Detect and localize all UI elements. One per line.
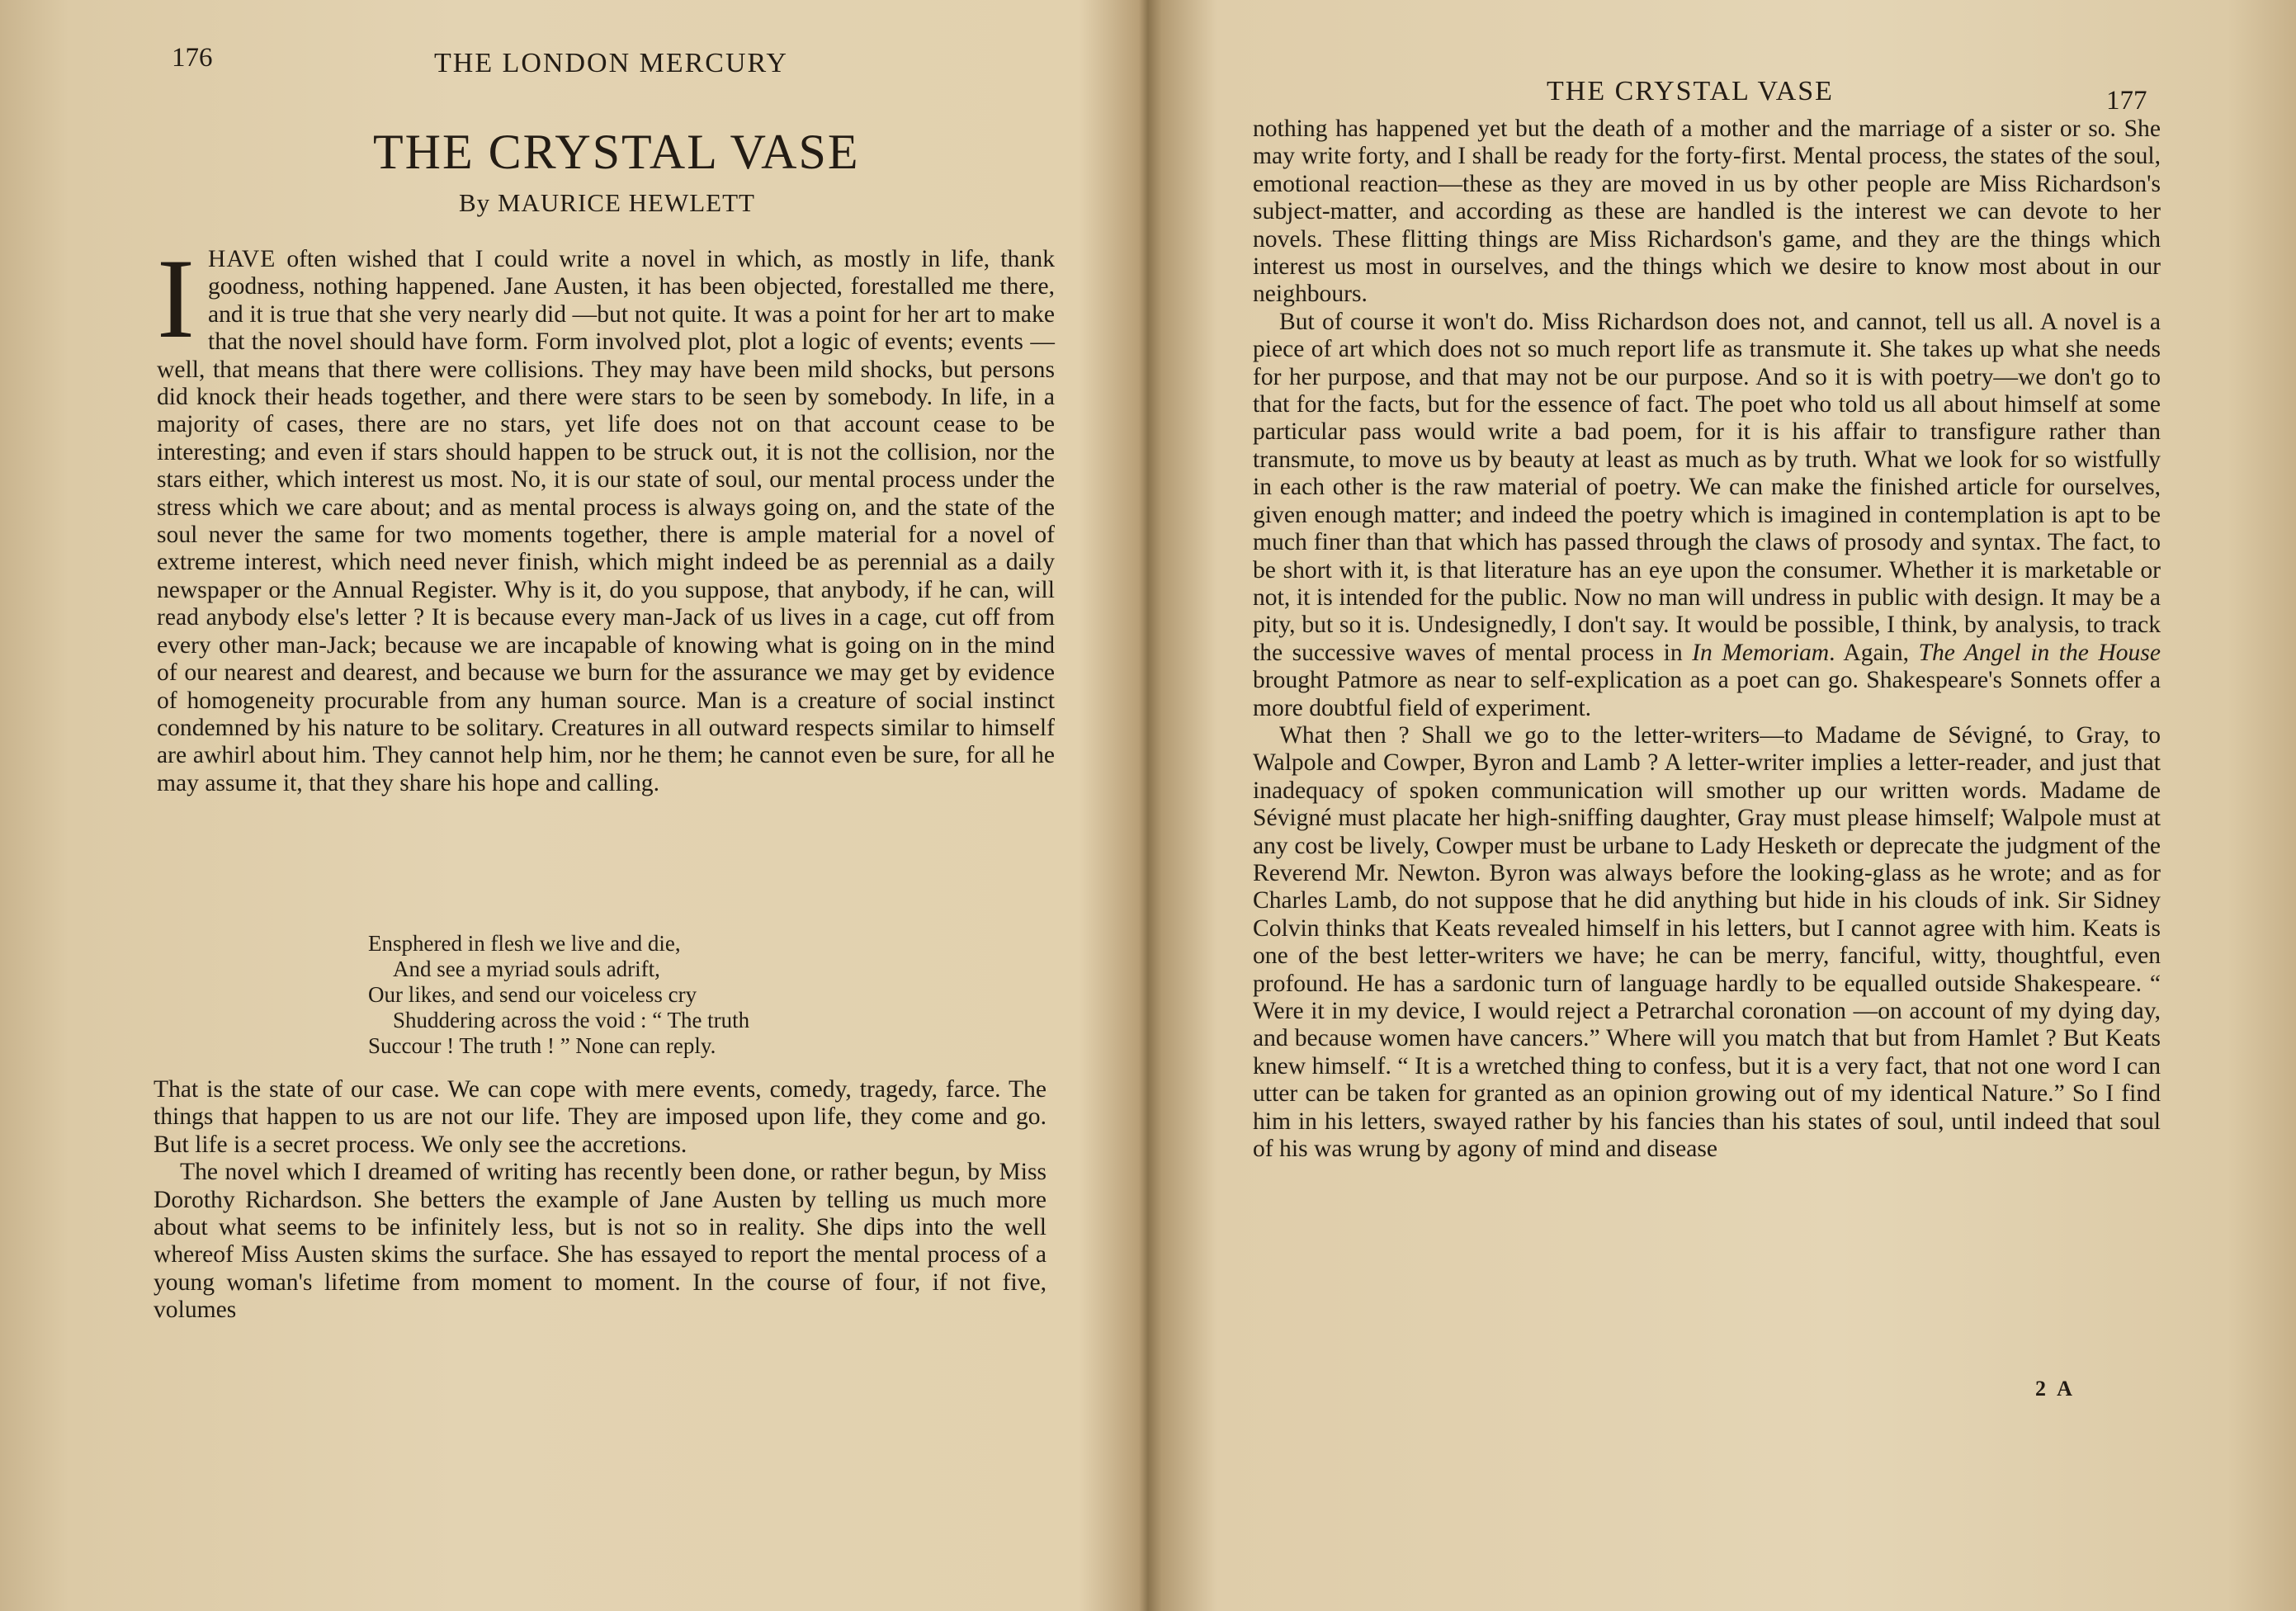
verse-line: Succour ! The truth ! ” None can reply. — [368, 1033, 716, 1058]
page-number: 176 — [172, 43, 213, 73]
verse-line: Our likes, and send our voiceless cry — [368, 982, 697, 1007]
paragraph-text: often wished that I could write a novel in which, as mostly in life, thank goodness, nothing happened. Jane Austen, it has been objected, forestalled me there, and it is true that she very nearly did —but not quite. It was a point for her art to make that the novel should have form. Form involved plot, plot a logic of events; events —well, that means that there were collisions. They may have been mild shocks, but persons did knock their heads together, and there were stars to be seen by somebody. In life, in a majority of cases, there are no stars, yet life does not on that account cease to be interesting; and even if stars should happen to be struck out, it is not the collision, nor the stars either, which interest us most. No, it is our state of soul, our mental process under the stress which we care about; and as mental process is always going on, and the state of the soul never the same for two moments together, there is ample material for a novel of extreme interest, which need never finish, which might indeed be as perennial as a daily newspaper or the Annual Register. Why is it, do you suppose, that anybody, if he can, will read anybody else's letter ? It is because every man-Jack of us lives in a cage, cut off from every other man-Jack; because we are incapable of knowing what is going on in the mind of our nearest and dearest, and because we burn for the assurance we may get by evidence of homogeneity procurable from any human source. Man is a creature of social instinct condemned by his nature to be solitary. Creatures in all outward respects similar to himself are awhirl about him. They cannot help him, nor he them; he cannot even be sure, for all he may assume it, that they share his hope and calling. — [157, 246, 1055, 796]
byline-author: MAURICE HEWLETT — [497, 188, 755, 217]
paragraph-text: What then ? Shall we go to the letter-writers—to Madame de Sévigné, to Gray, to Walpole and Cowper, Byron and Lamb ? A letter-writer implies a letter-reader, and just that inadequacy of spoken communication will smother up our written words. Madame de Sévigné must placate her high-sniffing daughter, Gray must please himself; Walpole must at any cost be lively, Cowper must be urbane to Lady Hesketh or deprecate the judgment of the Reverend Mr. Newton. Byron was always before the looking-glass as he wrote; and as for Charles Lamb, do not suppose that he did anything but hide in his clouds of ink. Sir Sidney Colvin thinks that Keats revealed himself in his letters, but I cannot agree with him. Keats is one of the best letter-writers we have; he can be merry, fanciful, witty, thoughtful, even profound. He has a sardonic turn of language hardly to be equalled outside Shakespeare. “ Were it in my device, I would reject a Petrarchal coronation —on account of my dying day, and because women have cancers.” Where will you match that but from Hamlet ? But Keats knew himself. “ It is a wretched thing to confess, but it is a very fact, that not one word I can utter can be taken for granted as an opinion growing out of my identical Nature.” So I find him in his letters, swayed rather by his fancies than his states of soul, until indeed that soul of his was wrung by agony of mind and disease — [1253, 721, 2161, 1163]
paragraph-text: But of course it won't do. Miss Richardson does not, and cannot, tell us all. A novel is a piece of art which does not so much report life as transmute it. She takes up what she needs for her purpose, and that may not be our purpose. And so it is with poetry—we don't go to that for the facts, but for the essence of fact. The poet who told us all about himself at some particular pass would write a bad poem, for it is his affair to transfigure rather than transmute, to move us by beauty at least as much as by truth. What we look for so wistfully in each other is the raw material of poetry. We can make the finished article for ourselves, given enough matter; and indeed the poetry which is imagined in contemplation is apt to be much finer than that which has passed through the claws of prosody and syntax. The fact, to be short with it, is that literature has an eye upon the consumer. Whether it is marketable or not, it is intended for the public. Now no man will undress in public with design. It may be a pity, but so it is. Undesignedly, I don't say. It would be possible, I think, by analysis, to track the successive waves of mental process in In Memoriam. Again, The Angel in the House brought Patmore as near to self-explication as a poet can go. Shakespeare's Sonnets offer a more doubtful field of experiment. — [1253, 308, 2161, 721]
paragraph-text: That is the state of our case. We can cope with mere events, comedy, tragedy, farce. The things that happen to us are not our life. They are imposed upon life, they come and go. But life is a secret process. We only see the accretions. — [154, 1076, 1046, 1158]
drop-cap: I — [157, 235, 195, 361]
verse-quotation — [368, 931, 749, 1059]
byline — [459, 188, 755, 218]
byline-prefix: By — [459, 188, 491, 217]
running-head: THE CRYSTAL VASE — [1547, 76, 1834, 106]
paragraph-text: The novel which I dreamed of writing has recently been done, or rather begun, by Miss Dorothy Richardson. She betters the example of Jane Austen by telling us much more about what seems to be infinitely less, but is not so in reality. She dips into the well whereof Miss Austen skims the surface. She has essayed to report the mental process of a young woman's lifetime from moment to moment. In the course of four, if not five, volumes — [154, 1159, 1046, 1324]
paragraph-text: nothing has happened yet but the death of a mother and the marriage of a sister or so. She may write forty, and I shall be ready for the forty-first. Mental process, the states of the soul, emotional reaction—these as they are moved in us by other people are Miss Richardson's subject-matter, and according as these are handled is the interest we can devote to her novels. These flitting things are Miss Richardson's game, and they are the things which interest us most in ourselves, and the things which we desire to know most about in our neighbours. — [1253, 116, 2161, 308]
right-page — [1127, 0, 2296, 1611]
closing-paragraphs — [154, 1076, 1046, 1325]
verse-line: And see a myriad souls adrift, — [393, 957, 660, 981]
verse-line: Ensphered in flesh we live and die, — [368, 931, 681, 956]
work-title: The Angel in the House — [1918, 639, 2161, 666]
lead-word: HAVE — [207, 246, 276, 272]
left-page — [0, 0, 1127, 1611]
article-title: THE CRYSTAL VASE — [373, 125, 860, 179]
opening-paragraph — [157, 235, 1055, 797]
verse-line: Shuddering across the void : “ The truth — [393, 1008, 750, 1032]
body-text — [1253, 116, 2161, 1163]
running-head: THE LONDON MERCURY — [434, 48, 788, 78]
work-title: In Memoriam — [1692, 639, 1830, 666]
page-number: 177 — [2106, 86, 2147, 116]
signature-mark: 2 A — [2035, 1377, 2076, 1401]
